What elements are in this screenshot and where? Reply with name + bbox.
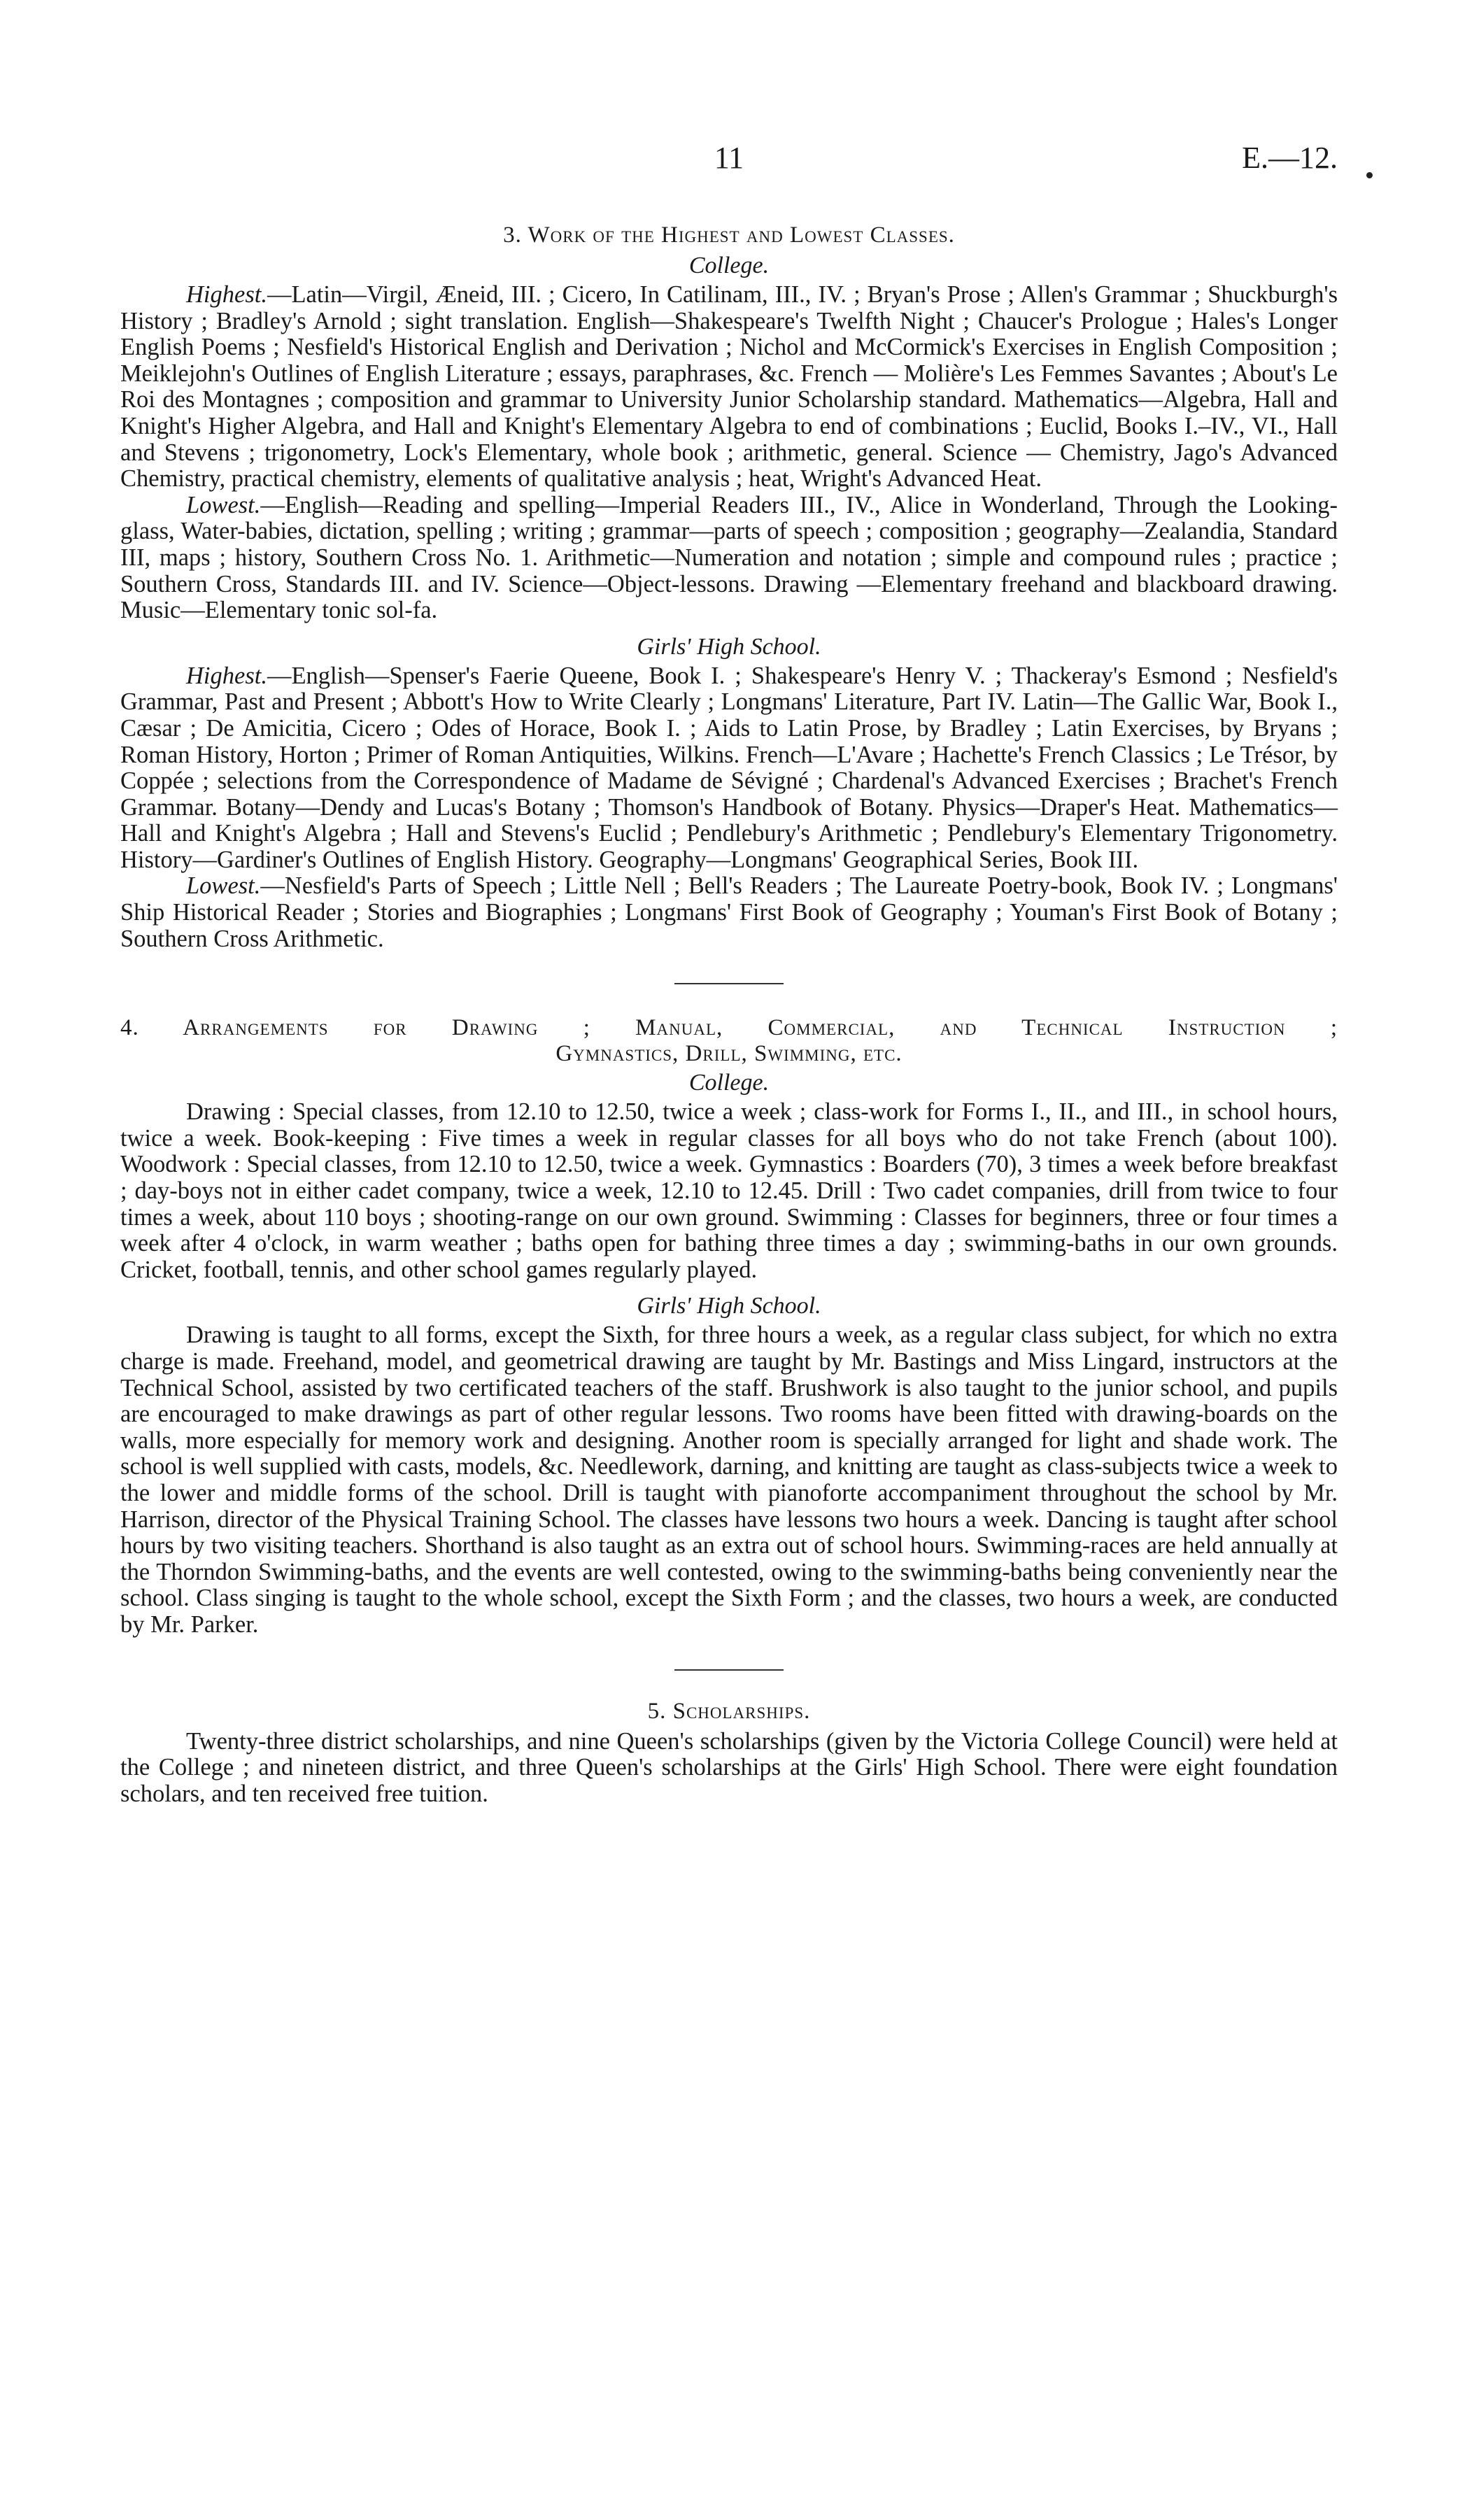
section-5-title: 5. Scholarships. [647, 1698, 811, 1724]
college-lowest-paragraph [120, 493, 1338, 624]
paper-reference: E.—12. [1242, 141, 1338, 175]
girls-lowest-lead: Lowest. [186, 872, 261, 900]
section-3-title: 3. Work of the Highest and Lowest Classes. [503, 222, 955, 248]
girls-lowest-paragraph [120, 873, 1338, 952]
girls-highest-lead: Highest. [186, 662, 267, 689]
girls-highest-paragraph [120, 663, 1338, 874]
page-number: 11 [714, 141, 744, 175]
section-divider [674, 1669, 784, 1671]
college-highest-lead: Highest. [186, 281, 267, 308]
girls-highest-text: —English—Spenser's Faerie Queene, Book I. ; Shakespeare's Henry V. ; Thackeray's Esmond ; Nesfield's Grammar, Past and Present ; Abbott's How to Write Clearly ; Longmans' Literature, Part IV. Latin—The Gallic War, Book I., Cæsar ; De Amicitia, Cicero ; Odes of Horace, Book I. ; Aids to Latin Prose, by Bradley ; Latin Exercises, by Bryans ; Roman History, Horton ; Primer of Roman Antiquities, Wilkins. French—L'Avare ; Hachette's French Classics ; Le Trésor, by Coppée ; selections from the Correspondence of Madame de Sévigné ; Chardenal's Advanced Exercises ; Brachet's French Grammar. Botany—Dendy and Lucas's Botany ; Thomson's Handbook of Botany. Physics—Draper's Heat. Mathematics—Hall and Knight's Algebra ; Hall and Stevens's Euclid ; Pendlebury's Arithmetic ; Pendlebury's Elementary Trigonometry. History—Gardiner's Outlines of English History. Geography—Longmans' Geographical Series, Book III. [120, 662, 1338, 873]
section-4-college-paragraph: Drawing : Special classes, from 12.10 to 12.50, twice a week ; class-work for Forms I., II., and III., in school hours, twice a week. Book-keeping : Five times a week in regular classes for all boys who do not take French (about 100). Woodwork : Special classes, from 12.10 to 12.50, twice a week. Gymnastics : Boarders (70), 3 times a week before breakfast ; day-boys not in either cadet company, twice a week, 12.10 to 12.45. Drill : Two cadet companies, drill from twice to four times a week, about 110 boys ; shooting-range on our own ground. Swimming : Classes for beginners, three or four times a week after 4 o'clock, in warm weather ; baths open for bathing three times a day ; swimming-baths in our own grounds. Cricket, football, tennis, and other school games regularly played. [120, 1098, 1338, 1283]
section-4-title-line-1: 4. Arrangements for Drawing ; Manual, Commercial, and Technical Instruction ; [120, 1015, 1338, 1041]
page-header [120, 140, 1338, 196]
college-lowest-lead: Lowest. [186, 491, 261, 518]
section-3-girls-heading: Girls' High School. [637, 633, 821, 660]
section-5-paragraph: Twenty-three district scholarships, and nine Queen's scholarships (given by the Victoria College Council) were held at the College ; and nineteen district, and three Queen's scholarships at the Girls' High School. There were eight foundation scholars, and ten received free tuition. [120, 1727, 1338, 1807]
college-lowest-text: —English—Reading and spelling—Imperial Readers III., IV., Alice in Wonderland, Through the Looking-glass, Water-babies, dictation, spelling ; writing ; grammar—parts of speech ; composition ; geography—Zealandia, Standard III, maps ; history, Southern Cross No. 1. Arithmetic—Numeration and notation ; simple and compound rules ; practice ; Southern Cross, Standards III. and IV. Science—Object-lessons. Drawing —Elementary freehand and blackboard drawing. Music—Elementary tonic sol-fa. [120, 491, 1338, 624]
ink-dot [1366, 172, 1373, 178]
section-4-title-line-2: Gymnastics, Drill, Swimming, etc. [555, 1041, 903, 1067]
section-4-college-heading: College. [688, 1070, 770, 1096]
section-3-college-heading: College. [688, 253, 770, 278]
girls-lowest-text: —Nesfield's Parts of Speech ; Little Nell ; Bell's Readers ; The Laureate Poetry-book, Book IV. ; Longmans' Ship Historical Reader ; Stories and Biographies ; Longmans' First Book of Geography ; Youman's First Book of Botany ; Southern Cross Arithmetic. [120, 872, 1338, 952]
section-divider [674, 983, 784, 984]
section-4-girls-heading: Girls' High School. [637, 1293, 821, 1319]
section-4-girls-paragraph: Drawing is taught to all forms, except the Sixth, for three hours a week, as a regular class subject, for which no extra charge is made. Freehand, model, and geometrical drawing are taught by Mr. Bastings and Miss Lingard, instructors at the Technical School, assisted by two certificated teachers of the staff. Brushwork is also taught to the junior school, and pupils are encouraged to make drawings as part of other regular lessons. Two rooms have been fitted with drawing-boards on the walls, more especially for memory work and designing. Another room is specially arranged for light and shade work. The school is well supplied with casts, models, &c. Needlework, darning, and knitting are taught as class-subjects twice a week to the lower and middle forms of the school. Drill is taught with pianoforte accompaniment throughout the school by Mr. Harrison, director of the Physical Training School. The classes have lessons two hours a week. Dancing is taught after school hours by two visiting teachers. Shorthand is also taught as an extra out of school hours. Swimming-races are held annually at the Thorndon Swimming-baths, and the events are well contested, owing to the swimming-baths being conveniently near the school. Class singing is taught to the whole school, except the Sixth Form ; and the classes, two hours a week, are conducted by Mr. Parker. [120, 1322, 1338, 1638]
college-highest-text: —Latin—Virgil, Æneid, III. ; Cicero, In Catilinam, III., IV. ; Bryan's Prose ; Allen's Grammar ; Shuckburgh's History ; Bradley's Arnold ; sight translation. English—Shakespeare's Twelfth Night ; Chaucer's Prologue ; Hales's Longer English Poems ; Nesfield's Historical English and Derivation ; Nichol and McCormick's Exercises in English Composition ; Meiklejohn's Outlines of English Literature ; essays, paraphrases, &c. French — Molière's Les Femmes Savantes ; About's Le Roi des Montagnes ; composition and grammar to University Junior Scholarship standard. Mathematics—Algebra, Hall and Knight's Higher Algebra, and Hall and Knight's Elementary Algebra to end of combinations ; Euclid, Books I.–IV., VI., Hall and Stevens ; trigonometry, Lock's Elementary, whole book ; arithmetic, general. Science — Chemistry, Jago's Advanced Chemistry, practical chemistry, elements of qualitative analysis ; heat, Wright's Advanced Heat. [120, 281, 1338, 493]
document-page [120, 140, 1338, 1807]
college-highest-paragraph [120, 282, 1338, 493]
